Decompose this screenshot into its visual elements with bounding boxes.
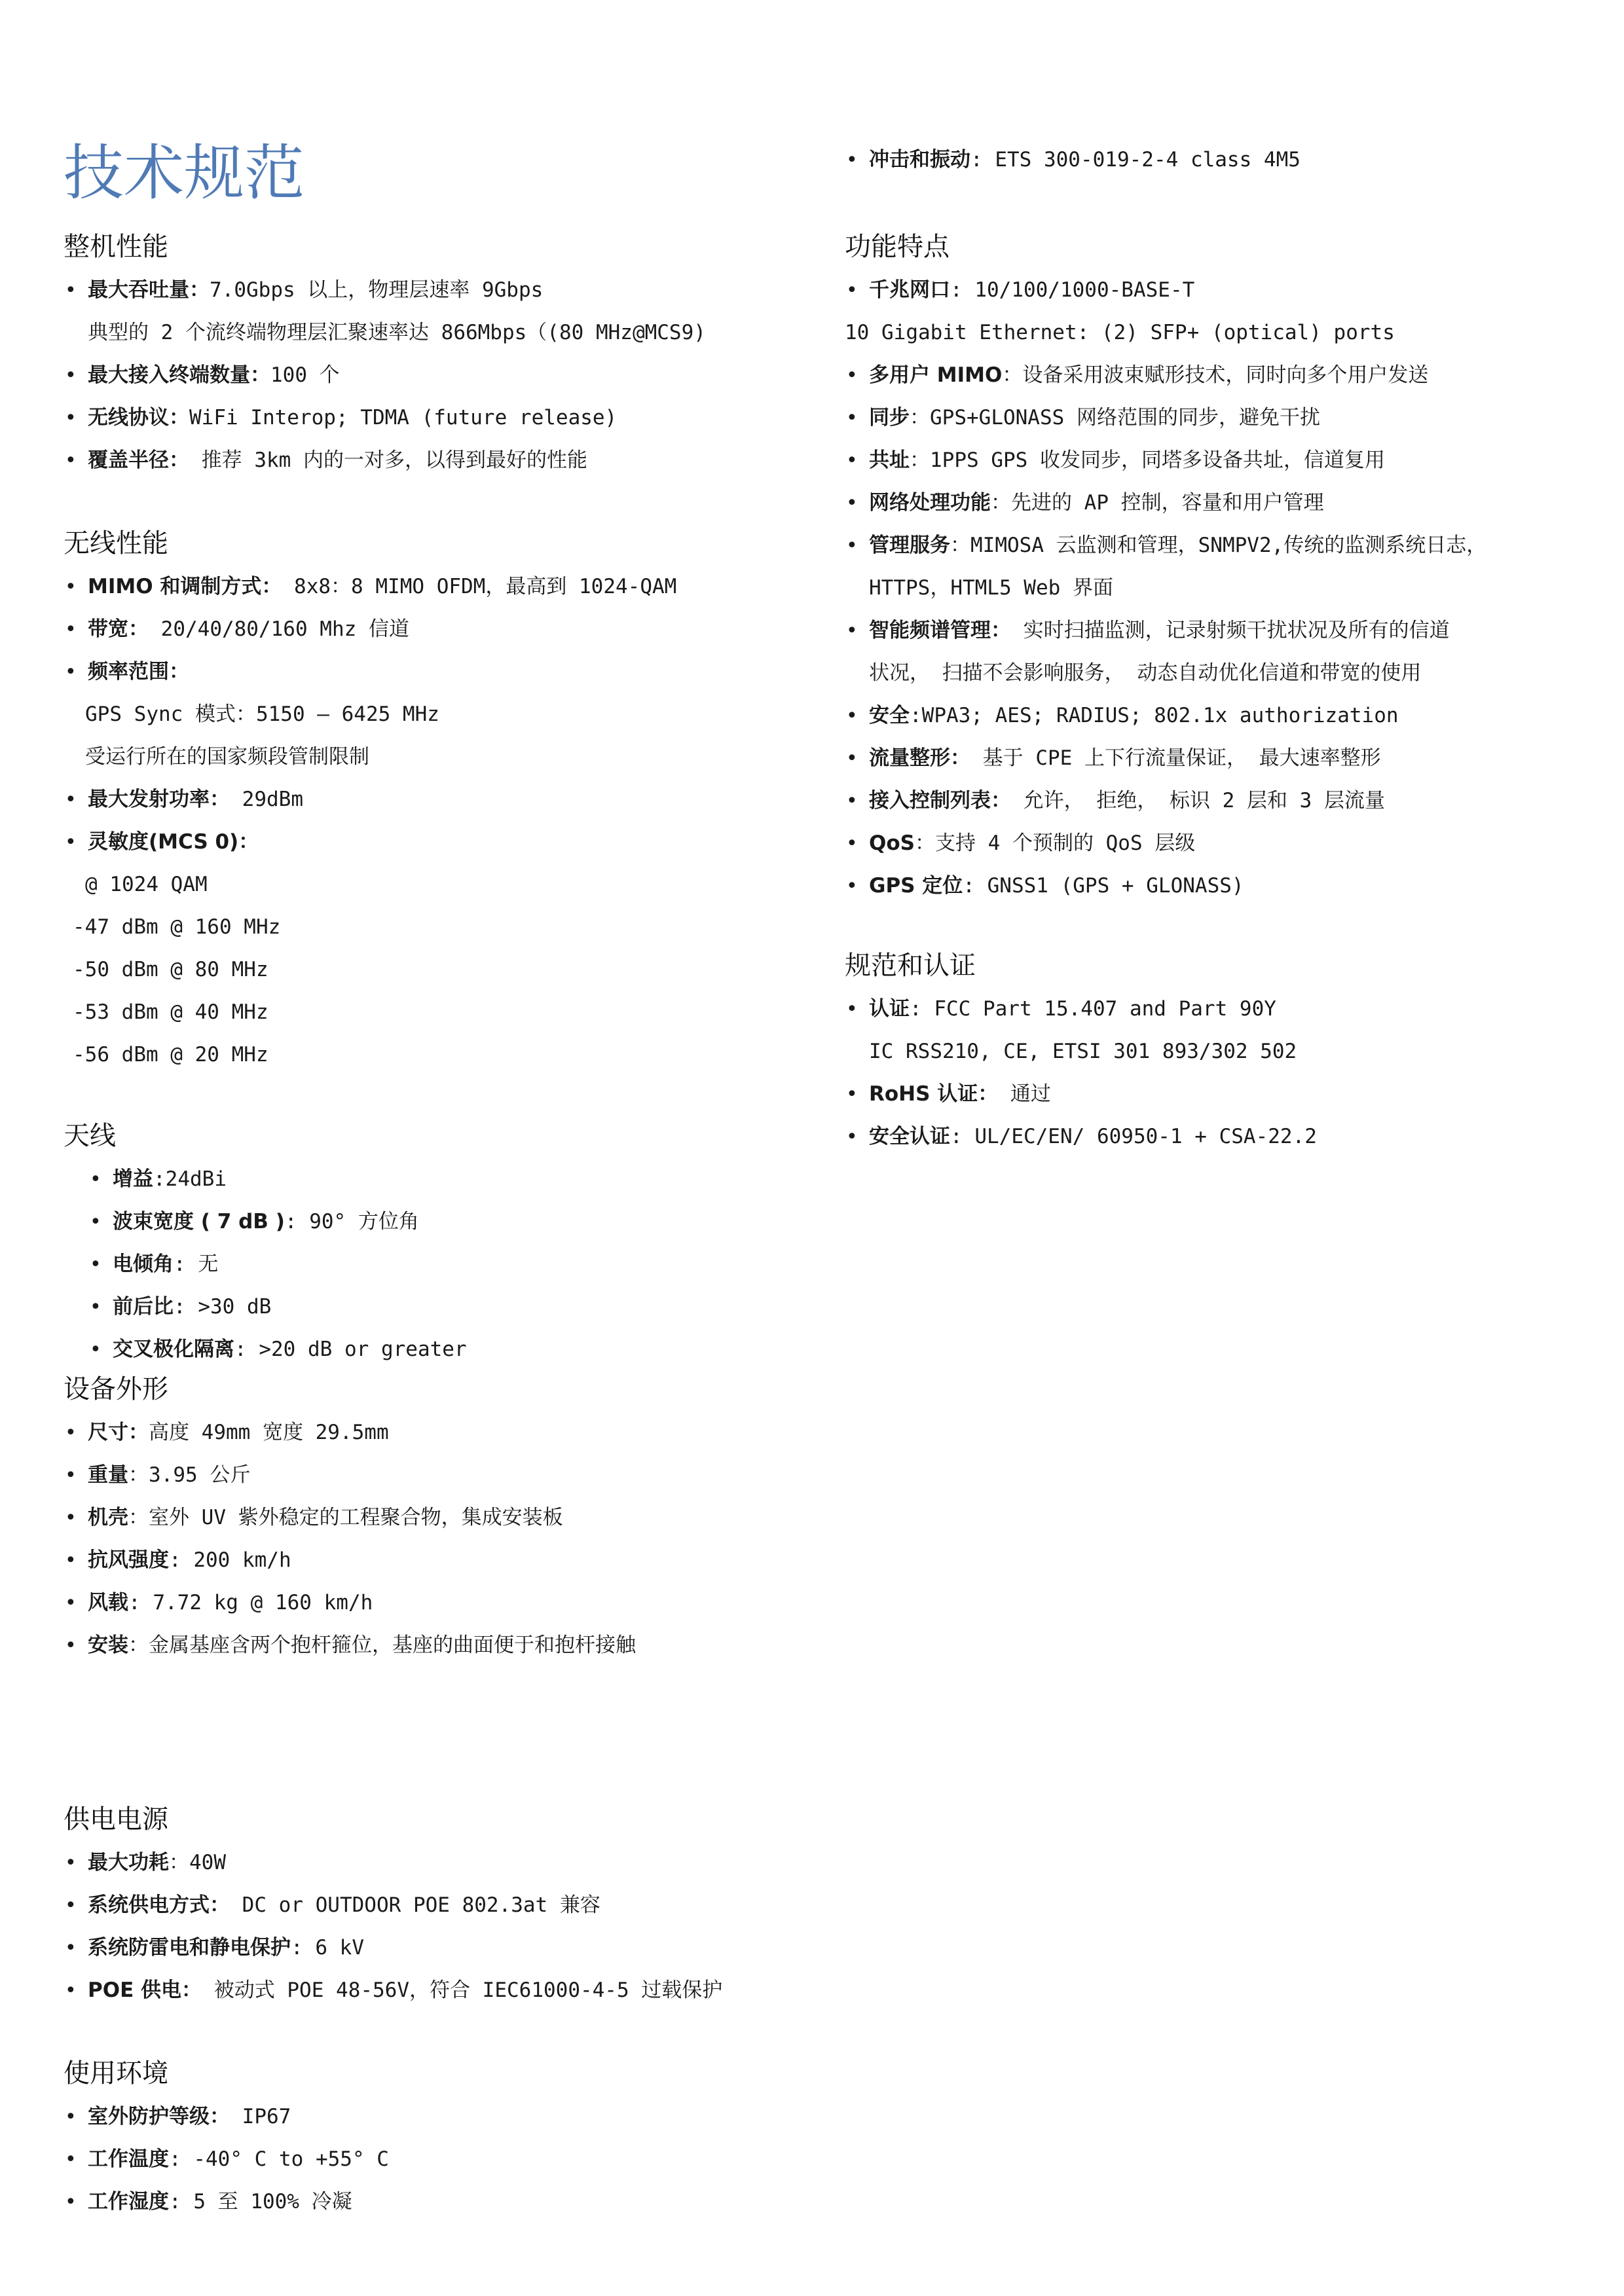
list-item: • MIMO 和调制方式： 8x8：8 MIMO OFDM，最高到 1024-QAM bbox=[64, 566, 817, 608]
list-item: 典型的 2 个流终端物理层汇聚速率达 866Mbps（(80 MHz@MCS9) bbox=[88, 321, 706, 344]
list-item: • 共址：1PPS GPS 收发同步，同塔多设备共址，信道复用 bbox=[845, 439, 1598, 482]
list-item: 状况， 扫描不会影响服务， 动态自动优化信道和带宽的使用 bbox=[869, 661, 1422, 685]
list-item: • RoHS 认证： 通过 bbox=[845, 1073, 1598, 1116]
section-wireless bbox=[64, 522, 817, 1076]
list-item: @ 1024 QAM bbox=[85, 873, 208, 896]
section-features bbox=[845, 226, 1598, 907]
list-item: -53 dBm @ 40 MHz bbox=[73, 1000, 268, 1024]
list-item: • 管理服务：MIMOSA 云监测和管理，SNMPV2,传统的监测系统日志， bbox=[845, 524, 1598, 567]
section-shock bbox=[845, 139, 1598, 181]
page-title: 技术规范 bbox=[64, 138, 305, 208]
list-item: • 尺寸：高度 49mm 宽度 29.5mm bbox=[64, 1412, 817, 1454]
list-item: -47 dBm @ 160 MHz bbox=[73, 915, 281, 939]
list-item: • 重量：3.95 公斤 bbox=[64, 1454, 817, 1497]
section-title: 天线 bbox=[64, 1121, 116, 1151]
list-item: • 工作温度: -40° C to +55° C bbox=[64, 2138, 817, 2181]
section-title: 使用环境 bbox=[64, 2058, 168, 2088]
section-title: 功能特点 bbox=[845, 232, 950, 262]
list-item: • 流量整形： 基于 CPE 上下行流量保证， 最大速率整形 bbox=[845, 737, 1598, 780]
list-item: • 抗风强度: 200 km/h bbox=[64, 1539, 817, 1582]
section-title: 设备外形 bbox=[64, 1374, 168, 1404]
list-item: • 工作湿度: 5 至 100% 冷凝 bbox=[64, 2181, 817, 2223]
list-item: -50 dBm @ 80 MHz bbox=[73, 958, 268, 981]
section-certs bbox=[845, 945, 1598, 1158]
list-item: IC RSS210, CE, ETSI 301 893/302 502 bbox=[869, 1040, 1297, 1063]
list-item: GPS Sync 模式：5150 – 6425 MHz bbox=[85, 702, 439, 726]
list-item: • 冲击和振动: ETS 300-019-2-4 class 4M5 bbox=[845, 139, 1598, 181]
list-item: • 带宽： 20/40/80/160 Mhz 信道 bbox=[64, 608, 817, 651]
section-power bbox=[64, 1798, 817, 2012]
list-item: • 交叉极化隔离: >20 dB or greater bbox=[64, 1328, 817, 1371]
list-item: • 多用户 MIMO：设备采用波束赋形技术，同时向多个用户发送 bbox=[845, 354, 1598, 397]
list-item: • 最大发射功率： 29dBm bbox=[64, 778, 817, 821]
section-title: 整机性能 bbox=[64, 232, 168, 262]
list-item: • 覆盖半径： 推荐 3km 内的一对多，以得到最好的性能 bbox=[64, 439, 817, 482]
list-item: 10 Gigabit Ethernet: (2) SFP+ (optical) ports bbox=[845, 321, 1395, 344]
section-environment bbox=[64, 2052, 817, 2223]
list-item: • 同步：GPS+GLONASS 网络范围的同步，避免干扰 bbox=[845, 397, 1598, 439]
section-title: 供电电源 bbox=[64, 1804, 168, 1834]
list-item: • QoS：支持 4 个预制的 QoS 层级 bbox=[845, 822, 1598, 865]
list-item: HTTPS，HTML5 Web 界面 bbox=[869, 576, 1113, 600]
list-item: • 接入控制列表： 允许， 拒绝， 标识 2 层和 3 层流量 bbox=[845, 780, 1598, 822]
list-item: • 最大功耗：40W bbox=[64, 1842, 817, 1884]
list-item: 受运行所在的国家频段管制限制 bbox=[85, 745, 369, 769]
list-item: • 室外防护等级： IP67 bbox=[64, 2096, 817, 2138]
section-performance bbox=[64, 226, 817, 482]
section-antenna bbox=[64, 1115, 817, 1371]
list-item: • 最大接入终端数量：100 个 bbox=[64, 354, 817, 397]
list-item: • 系统供电方式： DC or OUTDOOR POE 802.3at 兼容 bbox=[64, 1884, 817, 1927]
list-item: • 风载: 7.72 kg @ 160 km/h bbox=[64, 1582, 817, 1624]
list-item: • 机壳：室外 UV 紫外稳定的工程聚合物，集成安装板 bbox=[64, 1497, 817, 1539]
list-item: • GPS 定位: GNSS1 (GPS + GLONASS) bbox=[845, 865, 1598, 907]
list-item: • 网络处理功能：先进的 AP 控制，容量和用户管理 bbox=[845, 482, 1598, 524]
list-item: • 频率范围： bbox=[64, 651, 817, 693]
list-item: • 安全:WPA3; AES; RADIUS; 802.1x authorization bbox=[845, 695, 1598, 737]
list-item: • 无线协议：WiFi Interop; TDMA (future release) bbox=[64, 397, 817, 439]
section-title: 无线性能 bbox=[64, 528, 168, 558]
list-item: • 增益:24dBi bbox=[64, 1158, 817, 1201]
list-item: • 电倾角: 无 bbox=[64, 1243, 817, 1286]
list-item: • 安全认证: UL/EC/EN/ 60950-1 + CSA-22.2 bbox=[845, 1116, 1598, 1158]
list-item: • 千兆网口: 10/100/1000-BASE-T bbox=[845, 269, 1598, 312]
list-item: • 灵敏度(MCS 0)： bbox=[64, 821, 817, 864]
list-item: • 智能频谱管理： 实时扫描监测，记录射频干扰状况及所有的信道 bbox=[845, 610, 1598, 652]
list-item: • POE 供电： 被动式 POE 48-56V，符合 IEC61000-4-5 过载保护 bbox=[64, 1969, 817, 2012]
section-title: 规范和认证 bbox=[845, 951, 976, 981]
list-item: • 前后比: >30 dB bbox=[64, 1286, 817, 1328]
list-item: • 最大吞吐量：7.0Gbps 以上，物理层速率 9Gbps bbox=[64, 269, 817, 312]
section-physical bbox=[64, 1368, 817, 1667]
list-item: -56 dBm @ 20 MHz bbox=[73, 1043, 268, 1066]
list-item: • 安装：金属基座含两个抱杆箍位，基座的曲面便于和抱杆接触 bbox=[64, 1624, 817, 1667]
list-item: • 认证: FCC Part 15.407 and Part 90Y bbox=[845, 988, 1598, 1030]
list-item: • 系统防雷电和静电保护: 6 kV bbox=[64, 1927, 817, 1969]
list-item: • 波束宽度 ( 7 dB ): 90° 方位角 bbox=[64, 1201, 817, 1243]
